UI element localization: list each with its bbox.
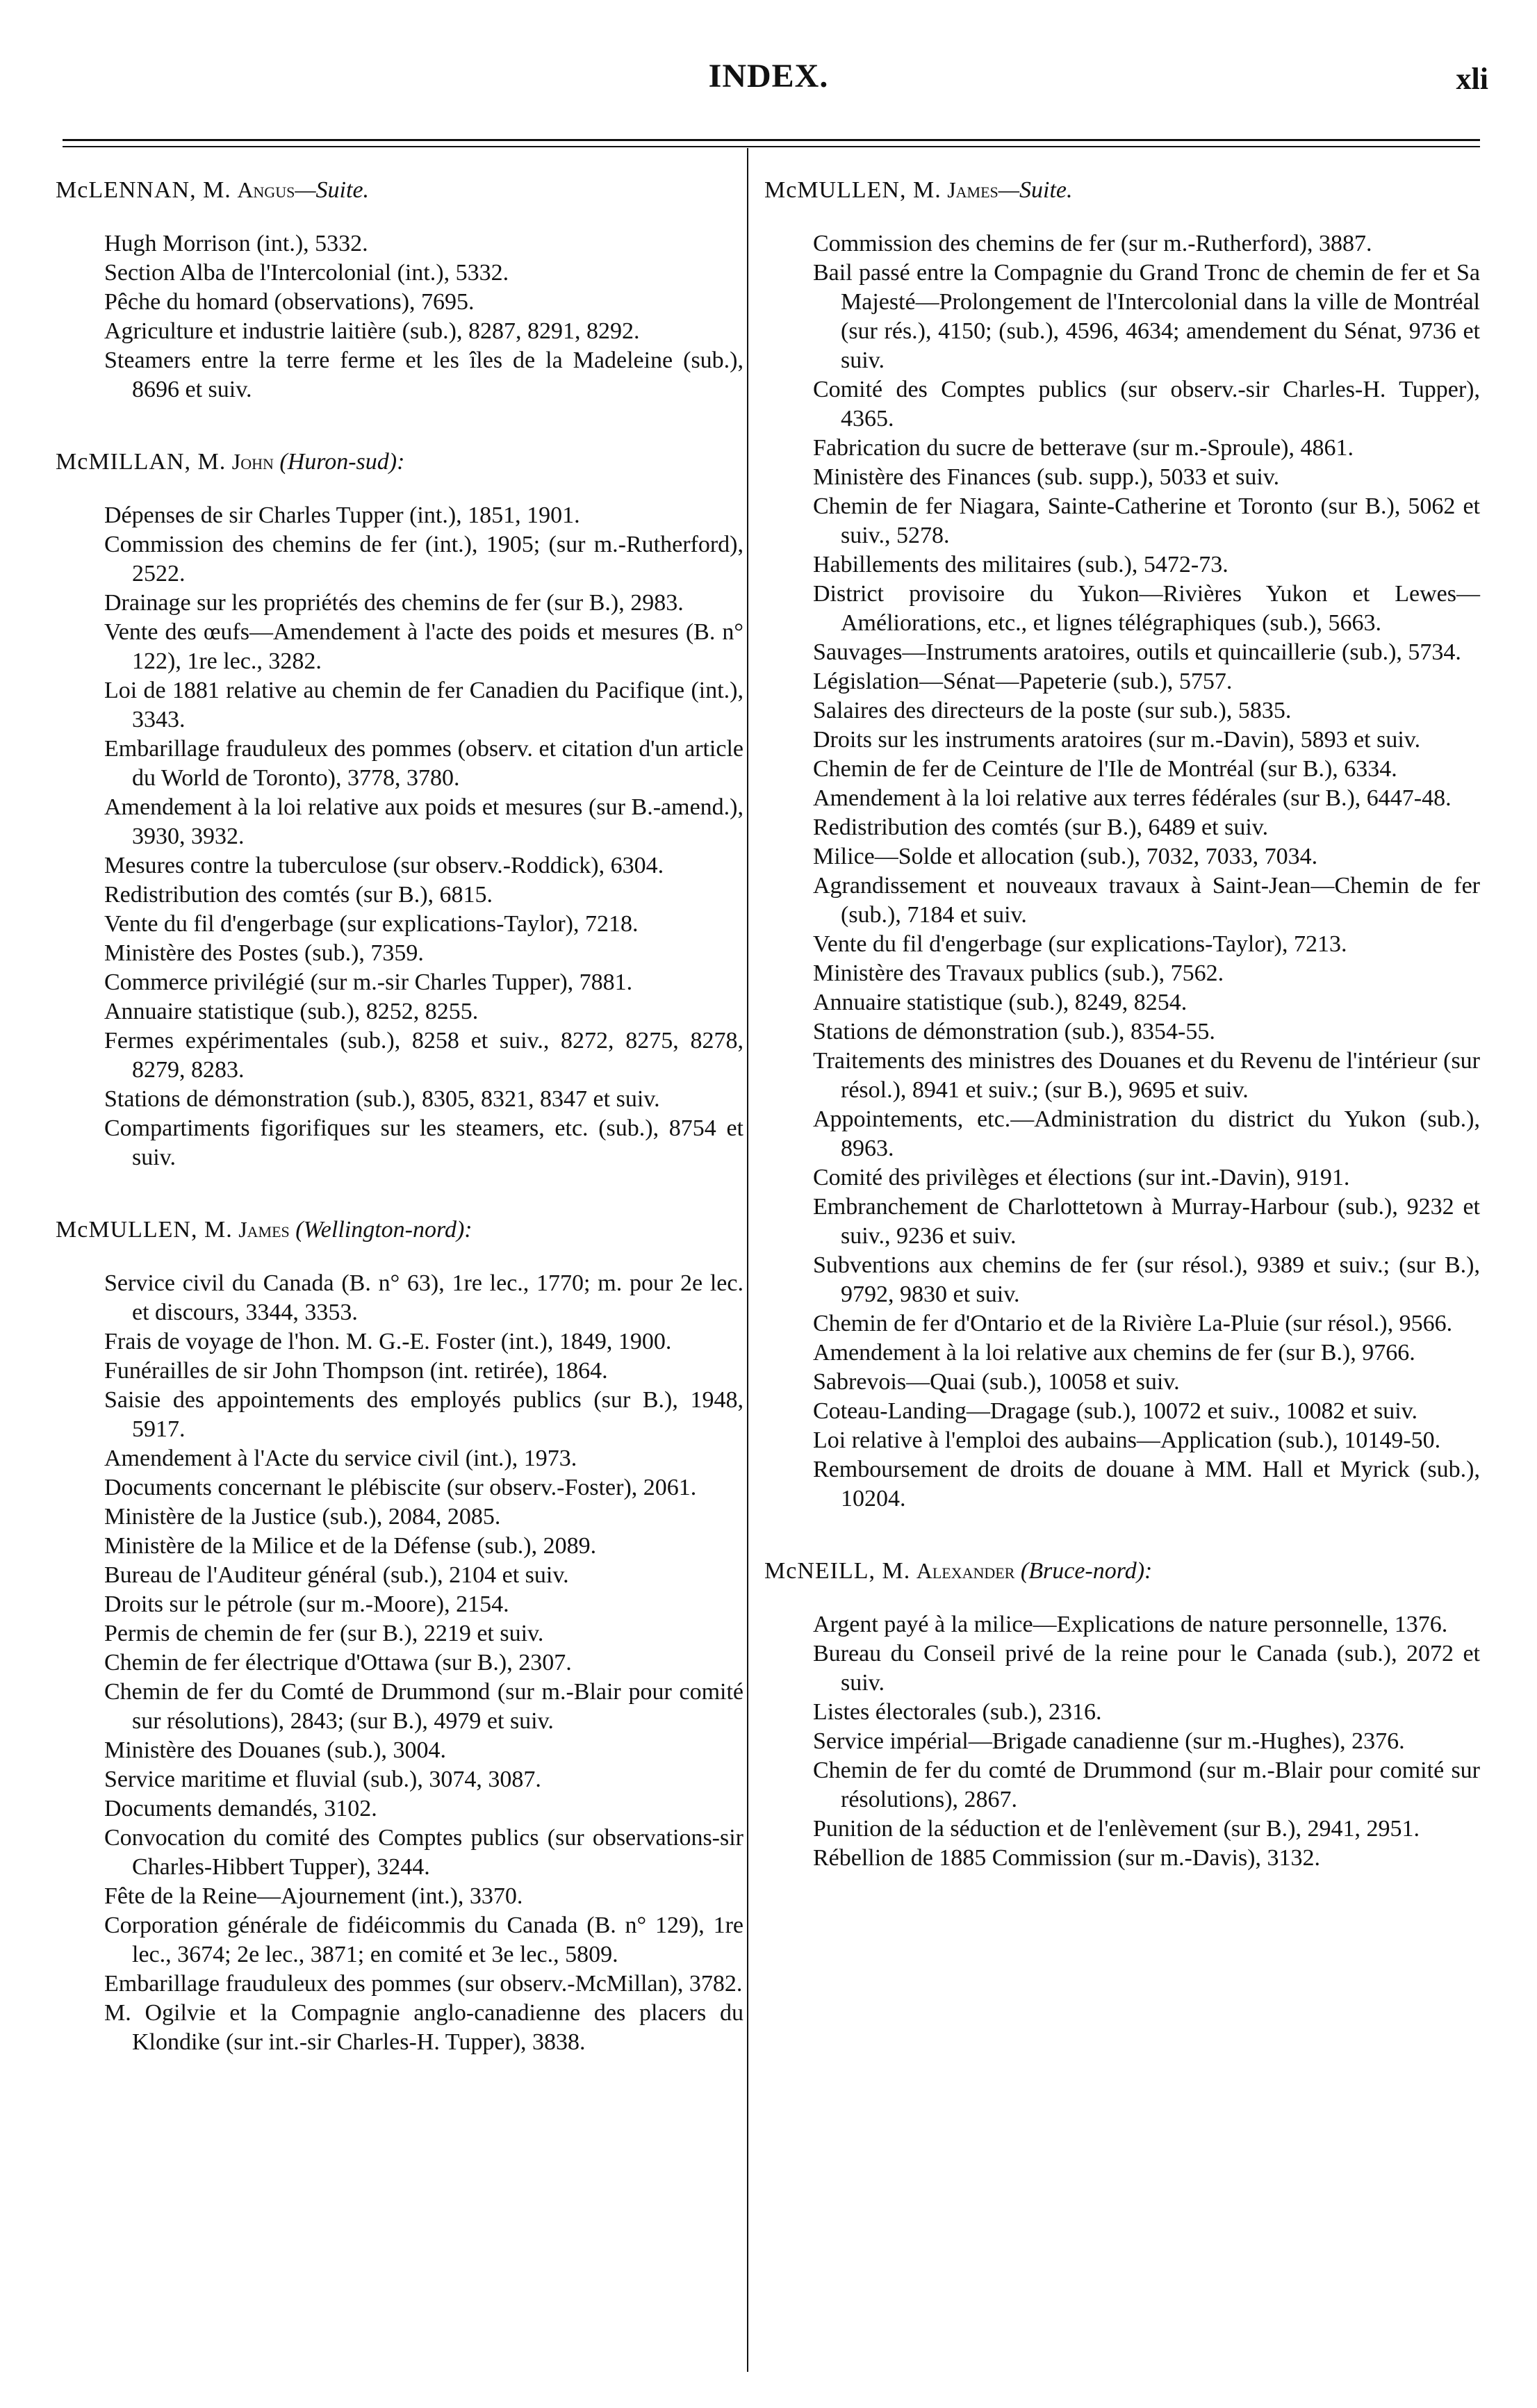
index-entry: Dépenses de sir Charles Tupper (int.), 1851, 1901. <box>104 502 580 528</box>
index-entry: Ministère de la Justice (sub.), 2084, 2085. <box>104 1504 501 1530</box>
index-section <box>764 1555 1480 1873</box>
index-entry: Drainage sur les propriétés des chemins de fer (sur B.), 2983. <box>104 590 684 616</box>
index-entry: Milice—Solde et allocation (sub.), 7032, 7033, 7034. <box>813 844 1318 869</box>
member-name: McMULLEN, M. <box>56 1217 233 1243</box>
index-entry: Chemin de fer électrique d'Ottawa (sur B.), 2307. <box>104 1650 572 1676</box>
member-name: McNEILL, M. <box>764 1558 911 1584</box>
index-entry: Vente du fil d'engerbage (sur explications-Taylor), 7218. <box>104 911 639 937</box>
member-first-name: James <box>947 177 998 202</box>
index-entry: Coteau-Landing—Dragage (sub.), 10072 et suiv., 10082 et suiv. <box>813 1398 1417 1424</box>
index-section <box>56 1214 743 2057</box>
member-first-name: James <box>238 1217 290 1242</box>
index-entry: Chemin de fer Niagara, Sainte-Catherine et Toronto (sur B.), 5062 et suiv., 5278. <box>813 493 1480 548</box>
index-entry: Listes électorales (sub.), 2316. <box>813 1699 1102 1725</box>
index-entry: Punition de la séduction et de l'enlèvement (sur B.), 2941, 2951. <box>813 1816 1420 1842</box>
index-entry: Embranchement de Charlottetown à Murray-Harbour (sub.), 9232 et suiv., 9236 et suiv. <box>813 1194 1480 1249</box>
index-entry: Bureau de l'Auditeur général (sub.), 2104 et suiv. <box>104 1562 569 1588</box>
index-entry: Section Alba de l'Intercolonial (int.), 5332. <box>104 260 509 286</box>
index-entry: Ministère des Travaux publics (sub.), 7562. <box>813 960 1224 986</box>
index-entry: Agriculture et industrie laitière (sub.), 8287, 8291, 8292. <box>104 318 640 344</box>
index-entry: Ministère des Douanes (sub.), 3004. <box>104 1737 446 1763</box>
index-entry: Documents demandés, 3102. <box>104 1796 377 1821</box>
index-entry: Comité des privilèges et élections (sur int.-Davin), 9191. <box>813 1165 1350 1190</box>
index-entry: Documents concernant le plébiscite (sur observ.-Foster), 2061. <box>104 1475 697 1500</box>
page-header <box>0 0 1537 146</box>
member-note: (Wellington-nord): <box>289 1217 472 1243</box>
index-entry: Amendement à la loi relative aux terres fédérales (sur B.), 6447-48. <box>813 785 1452 811</box>
index-entry: Annuaire statistique (sub.), 8249, 8254. <box>813 990 1187 1015</box>
index-entry: Habillements des militaires (sub.), 5472-73. <box>813 552 1228 578</box>
index-entry: Compartiments figorifiques sur les steamers, etc. (sub.), 8754 et suiv. <box>104 1115 743 1170</box>
index-entry: Funérailles de sir John Thompson (int. retirée), 1864. <box>104 1358 608 1384</box>
index-entry: Hugh Morrison (int.), 5332. <box>104 231 368 256</box>
index-entry: Mesures contre la tuberculose (sur observ.-Roddick), 6304. <box>104 853 664 878</box>
index-section <box>764 174 1480 1514</box>
member-first-name: Alexander <box>916 1558 1015 1583</box>
index-entry: Stations de démonstration (sub.), 8354-55. <box>813 1019 1215 1045</box>
index-entry: Commerce privilégié (sur m.-sir Charles Tupper), 7881. <box>104 969 633 995</box>
member-name: McMULLEN, M. <box>764 177 942 203</box>
member-note: —Suite. <box>295 177 370 203</box>
index-entry: Subventions aux chemins de fer (sur résol.), 9389 et suiv.; (sur B.), 9792, 9830 et suiv. <box>813 1252 1480 1307</box>
member-name: McLENNAN, M. <box>56 177 231 203</box>
index-entry: District provisoire du Yukon—Rivières Yukon et Lewes—Améliorations, etc., et lignes télégraphiques (sub.), 5663. <box>813 581 1480 636</box>
index-entry: Appointements, etc.—Administration du district du Yukon (sub.), 8963. <box>813 1106 1480 1161</box>
index-entry: Embarillage frauduleux des pommes (observ. et citation d'un article du World de Toronto), 3778, 3780. <box>104 736 743 791</box>
index-entry: Salaires des directeurs de la poste (sur sub.), 5835. <box>813 698 1292 723</box>
index-entry: Amendement à la loi relative aux chemins de fer (sur B.), 9766. <box>813 1340 1415 1366</box>
header-rule-bottom <box>63 146 1480 147</box>
member-first-name: Angus <box>237 177 295 202</box>
index-entry: Redistribution des comtés (sur B.), 6489 et suiv. <box>813 814 1269 840</box>
index-entry: Comité des Comptes publics (sur observ.-sir Charles-H. Tupper), 4365. <box>813 377 1480 432</box>
index-entry: Commission des chemins de fer (sur m.-Rutherford), 3887. <box>813 231 1372 256</box>
index-entry: Bail passé entre la Compagnie du Grand Tronc de chemin de fer et Sa Majesté—Prolongement de l'Intercolonial dans la ville de Montréal (sur rés.), 4150; (sub.), 4596, 4634; amendement du Sénat, 9736 et suiv. <box>813 260 1480 373</box>
member-first-name: John <box>231 449 274 474</box>
index-section <box>56 446 743 1172</box>
index-entry: Loi relative à l'emploi des aubains—Application (sub.), 10149-50. <box>813 1427 1441 1453</box>
index-entry: Chemin de fer d'Ontario et de la Rivière La-Pluie (sur résol.), 9566. <box>813 1311 1453 1336</box>
index-entry: Ministère de la Milice et de la Défense (sub.), 2089. <box>104 1533 597 1559</box>
index-entry: Chemin de fer de Ceinture de l'Ile de Montréal (sur B.), 6334. <box>813 756 1397 782</box>
index-entry: Annuaire statistique (sub.), 8252, 8255. <box>104 999 479 1024</box>
index-entry: Amendement à l'Acte du service civil (int.), 1973. <box>104 1445 577 1471</box>
page-title: INDEX. <box>708 58 829 95</box>
index-entry: Embarillage frauduleux des pommes (sur observ.-McMillan), 3782. <box>104 1971 743 1997</box>
member-note: —Suite. <box>998 177 1073 203</box>
index-entry: M. Ogilvie et la Compagnie anglo-canadienne des placers du Klondike (sur int.-sir Charles-H. Tupper), 3838. <box>104 2000 743 2055</box>
member-note: (Huron-sud): <box>273 449 405 475</box>
member-name: McMILLAN, M. <box>56 449 227 475</box>
section-heading <box>764 1555 1480 1587</box>
index-entry: Rébellion de 1885 Commission (sur m.-Davis), 3132. <box>813 1845 1321 1871</box>
index-entry: Convocation du comité des Comptes publics (sur observations-sir Charles-Hibbert Tupper), 3244. <box>104 1825 743 1880</box>
index-entry: Service maritime et fluvial (sub.), 3074, 3087. <box>104 1767 541 1792</box>
member-note: (Bruce-nord): <box>1014 1558 1153 1584</box>
index-entry: Agrandissement et nouveaux travaux à Saint-Jean—Chemin de fer (sub.), 7184 et suiv. <box>813 873 1480 928</box>
index-entry: Traitements des ministres des Douanes et du Revenu de l'intérieur (sur résol.), 8941 et suiv.; (sur B.), 9695 et suiv. <box>813 1048 1480 1103</box>
index-entry: Permis de chemin de fer (sur B.), 2219 et suiv. <box>104 1621 544 1646</box>
index-section <box>56 174 743 404</box>
index-entry: Corporation générale de fidéicommis du Canada (B. n° 129), 1re lec., 3674; 2e lec., 3871; en comité et 3e lec., 5809. <box>104 1913 743 1967</box>
index-entry: Frais de voyage de l'hon. M. G.-E. Foster (int.), 1849, 1900. <box>104 1329 672 1354</box>
section-heading <box>56 446 743 477</box>
index-entry: Sauvages—Instruments aratoires, outils et quincaillerie (sub.), 5734. <box>813 639 1461 665</box>
index-entry: Saisie des appointements des employés publics (sur B.), 1948, 5917. <box>104 1387 743 1442</box>
index-entry: Chemin de fer du comté de Drummond (sur m.-Blair pour comité sur résolutions), 2867. <box>813 1758 1480 1812</box>
right-column <box>764 170 1480 1915</box>
index-entry: Commission des chemins de fer (int.), 1905; (sur m.-Rutherford), 2522. <box>104 532 743 587</box>
column-divider <box>747 148 748 2372</box>
index-entry: Service civil du Canada (B. n° 63), 1re lec., 1770; m. pour 2e lec. et discours, 3344, 3353. <box>104 1270 743 1325</box>
index-entry: Remboursement de droits de douane à MM. Hall et Myrick (sub.), 10204. <box>813 1457 1480 1512</box>
index-entry: Steamers entre la terre ferme et les îles de la Madeleine (sub.), 8696 et suiv. <box>104 347 743 402</box>
index-entry: Pêche du homard (observations), 7695. <box>104 289 475 315</box>
index-entry: Ministère des Postes (sub.), 7359. <box>104 940 424 966</box>
header-rule-top <box>63 139 1480 141</box>
index-entry: Ministère des Finances (sub. supp.), 5033 et suiv. <box>813 464 1280 490</box>
index-entry: Droits sur les instruments aratoires (sur m.-Davin), 5893 et suiv. <box>813 727 1421 753</box>
index-entry: Sabrevois—Quai (sub.), 10058 et suiv. <box>813 1369 1180 1395</box>
index-entry: Redistribution des comtés (sur B.), 6815. <box>104 882 493 908</box>
left-column <box>56 170 743 2099</box>
section-heading <box>56 1214 743 1245</box>
index-entry: Fabrication du sucre de betterave (sur m.-Sproule), 4861. <box>813 435 1354 461</box>
index-entry: Bureau du Conseil privé de la reine pour le Canada (sub.), 2072 et suiv. <box>813 1641 1480 1696</box>
index-entry: Fête de la Reine—Ajournement (int.), 3370. <box>104 1883 523 1909</box>
index-entry: Service impérial—Brigade canadienne (sur m.-Hughes), 2376. <box>813 1728 1405 1754</box>
index-entry: Droits sur le pétrole (sur m.-Moore), 2154. <box>104 1591 509 1617</box>
index-entry: Chemin de fer du Comté de Drummond (sur m.-Blair pour comité sur résolutions), 2843; (sur B.), 4979 et suiv. <box>104 1679 743 1734</box>
index-entry: Vente du fil d'engerbage (sur explications-Taylor), 7213. <box>813 931 1347 957</box>
index-entry: Loi de 1881 relative au chemin de fer Canadien du Pacifique (int.), 3343. <box>104 678 743 732</box>
section-heading <box>56 174 743 206</box>
index-entry: Fermes expérimentales (sub.), 8258 et suiv., 8272, 8275, 8278, 8279, 8283. <box>104 1028 743 1083</box>
index-entry: Législation—Sénat—Papeterie (sub.), 5757. <box>813 669 1233 694</box>
page-number: xli <box>1456 62 1488 96</box>
index-entry: Stations de démonstration (sub.), 8305, 8321, 8347 et suiv. <box>104 1086 660 1112</box>
index-entry: Argent payé à la milice—Explications de nature personnelle, 1376. <box>813 1612 1448 1637</box>
section-heading <box>764 174 1480 206</box>
index-entry: Vente des œufs—Amendement à l'acte des poids et mesures (B. n° 122), 1re lec., 3282. <box>104 619 743 674</box>
index-entry: Amendement à la loi relative aux poids et mesures (sur B.-amend.), 3930, 3932. <box>104 794 743 849</box>
